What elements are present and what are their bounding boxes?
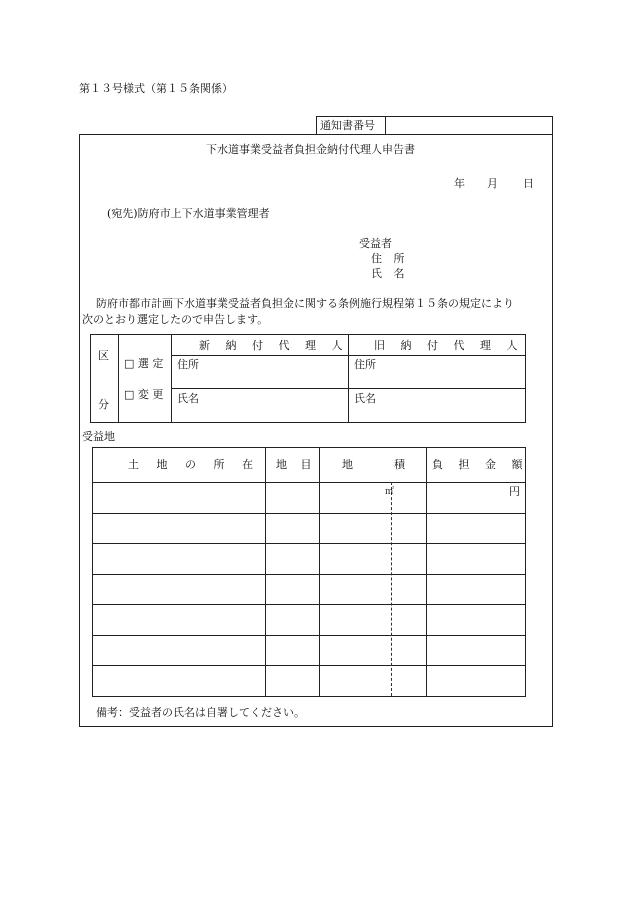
- beneficiary-address-label: 住 所: [371, 252, 409, 265]
- header-area-b: 積: [394, 458, 405, 471]
- beneficiary-name-label: 氏 名: [371, 267, 409, 280]
- new-agent-header: 新 納 付 代 理 人: [199, 339, 349, 352]
- header-amount: 負 担 金 額: [432, 458, 529, 471]
- form-number: 第１３号様式（第１５条関係）: [79, 82, 233, 95]
- notice-number-label: 通知書番号: [320, 119, 375, 132]
- body-line-1: 防府市都市計画下水道事業受益者負担金に関する条例施行規程第１５条の規定により: [96, 297, 514, 310]
- new-agent-address-label: 住所: [177, 358, 199, 371]
- new-agent-name-label: 氏名: [177, 392, 199, 405]
- old-agent-name-label: 氏名: [354, 392, 376, 405]
- body-line-2: 次のとおり選定したので申告します。: [82, 313, 269, 326]
- option-select-checkbox[interactable]: □ 選 定: [124, 357, 164, 370]
- beneficiary-label: 受益者: [359, 237, 392, 250]
- date-day-label: 日: [523, 177, 534, 190]
- header-location: 土 地 の 所 在: [128, 458, 260, 471]
- document-title: 下水道事業受益者負担金納付代理人申告書: [206, 143, 415, 156]
- option-change-checkbox[interactable]: □ 変 更: [124, 388, 164, 401]
- category-label-top: 区: [98, 349, 109, 362]
- note: 備考：受益者の氏名は自署してください。: [96, 706, 305, 719]
- land-section-label: 受益地: [82, 430, 115, 443]
- amount-unit: 円: [509, 485, 520, 498]
- old-agent-address-label: 住所: [354, 358, 376, 371]
- date-month-label: 月: [487, 177, 498, 190]
- area-unit: ㎡: [385, 487, 395, 497]
- category-label-bottom: 分: [98, 398, 109, 411]
- header-category: 地 目: [276, 458, 317, 471]
- addressee: (宛先)防府市上下水道事業管理者: [107, 207, 270, 220]
- date-year-label: 年: [454, 177, 465, 190]
- old-agent-header: 旧 納 付 代 理 人: [374, 339, 524, 352]
- header-area-a: 地: [342, 458, 353, 471]
